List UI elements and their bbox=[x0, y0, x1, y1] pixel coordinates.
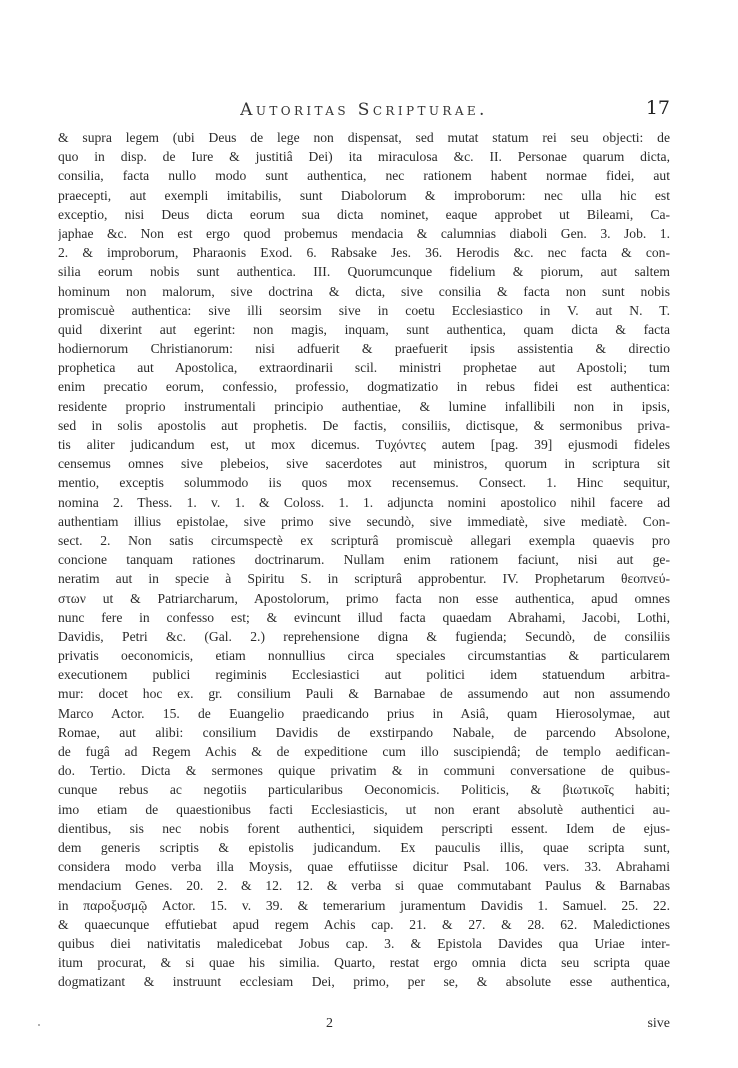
text-line: 2. & improborum, Pharaonis Exod. 6. Rabsake Jes. 36. Herodis &c. nec facta & con- bbox=[58, 245, 670, 261]
text-line: neratim aut in specie à Spiritu S. in scripturâ approbentur. IV. Prophetarum θεοπνεύ- bbox=[58, 571, 670, 587]
text-line: tis aliter judicandum est, ut mox dicemus. Τυχόντες autem [pag. 39] ejusmodi fideles bbox=[58, 437, 670, 452]
text-line: authentiam illius epistolae, sive primo sive secundò, sive immediatè, sive mediatè. Con- bbox=[58, 513, 670, 529]
text-line: quo in disp. de Iure & justitiâ Dei) ita miraculosa &c. II. Personae quarum dicta, bbox=[58, 149, 670, 165]
text-line: consilia, facta nullo modo sunt authentica, nec rationem habent normae fidei, aut bbox=[58, 168, 670, 184]
text-line: enim precatio eorum, confessio, professio, dogmatizatio in rebus fidei est authentica: bbox=[58, 379, 670, 395]
text-line: dientibus, sis nec nobis forent authentici, siquidem perscripti essent. Idem de ejus- bbox=[58, 820, 670, 836]
text-line: residente proprio instrumentali principio authentiae, & lumine infallibili non in ipsis, bbox=[58, 398, 670, 414]
text-line: sect. 2. Non satis circumspectè ex scripturâ promiscuè allegari exempla quaevis pro bbox=[58, 532, 670, 548]
body-text bbox=[58, 128, 670, 991]
text-line: mendacium Genes. 20. 2. & 12. 12. & verba si quae commutabant Paulus & Barnabas bbox=[58, 878, 670, 894]
text-line: Davidis, Petri &c. (Gal. 2.) reprehensione digna & fugienda; Secundò, de consiliis bbox=[58, 628, 670, 644]
page-number: 17 bbox=[645, 97, 670, 119]
text-line: privatis oeconomicis, etiam nonnullius circa speciales circumstantias & particularem bbox=[58, 648, 670, 664]
text-line: considera modo verba illa Moysis, quae effutiisse dicitur Psal. 106. vers. 33. Abrahami bbox=[58, 859, 670, 875]
catchword: sive bbox=[647, 1016, 670, 1031]
text-line: στων ut & Patriarcharum, Apostolorum, primo facta non esse authentica, apud omnes bbox=[58, 590, 670, 606]
text-line: sed in solis apostolis aut prophetis. De factis, consiliis, dictisque, & sermonibus priva- bbox=[58, 417, 670, 433]
text-line: & quaecunque effutiebat apud regem Achis cap. 21. & 27. & 28. 62. Maledictiones bbox=[58, 916, 670, 932]
text-line: quibus diei nativitatis maledicebat Jobus cap. 3. & Epistola Davides qua Uriae inter- bbox=[58, 935, 670, 951]
running-title: Autoritas Scripturae. bbox=[240, 100, 488, 120]
text-line: nomina 2. Thess. 1. v. 1. & Coloss. 1. 1. adjuncta nomini apostolico nihil facere ad bbox=[58, 494, 670, 510]
text-line: prophetica aut Apostolica, extraordinarii scil. ministri prophetae aut Apostoli; tum bbox=[58, 360, 670, 376]
page-footer bbox=[58, 1016, 670, 1034]
text-line: hodiernorum Christianorum: nisi adfuerit & praefuerit ipsis assistentia & directio bbox=[58, 341, 670, 357]
text-line: & supra legem (ubi Deus de lege non dispensat, sed mutat statum rei seu objecti: de bbox=[58, 130, 670, 145]
text-line: itum procurat, & si quae his similia. Quarto, restat ergo omnia dicta seu scripta quae bbox=[58, 955, 670, 971]
printer-mark bbox=[38, 1024, 40, 1026]
text-line: in παροξυσμῷ Actor. 15. v. 39. & temerarium juramentum Davidis 1. Samuel. 25. 22. bbox=[58, 897, 670, 913]
text-line: mentio, exceptis solummodo iis quos mox recensemus. Consect. 1. Hinc sequitur, bbox=[58, 475, 670, 491]
text-line: dem generis scriptis & epistolis judicandum. Ex pauculis illis, quae scripta sunt, bbox=[58, 839, 670, 855]
text-line: Romae, aut alibi: consilium Davidis de exstirpando Nabale, de parcendo Absolone, bbox=[58, 724, 670, 740]
text-line: censemus omnes sive plebeios, sive sacerdotes aut ministros, quorum in scriptura sit bbox=[58, 456, 670, 472]
text-line: do. Tertio. Dicta & sermones quique privatim & in communi conversatione de quibus- bbox=[58, 763, 670, 779]
text-line: imo etiam de quaestionibus facti Ecclesiasticis, ut non erant absolutè authentici au- bbox=[58, 801, 670, 817]
text-line: promiscuè authentica: sive illi seorsim sive in coetu Ecclesiastico in V. aut N. T. bbox=[58, 302, 670, 318]
text-line: concione tanquam rationes doctrinarum. Nullam enim rationem faciunt, nisi aut ge- bbox=[58, 552, 670, 568]
text-line: praecepti, aut exempli imitabilis, sunt Diabolorum & improborum: nec ulla hic est bbox=[58, 187, 670, 203]
signature-mark: 2 bbox=[326, 1016, 333, 1031]
text-line: japhae &c. Non est ergo quod probemus mendacia & calumnias diaboli Gen. 3. Job. 1. bbox=[58, 225, 670, 241]
text-line: cunque rebus ac negotiis particularibus Oeconomicis. Politicis, & βιωτικοῖς habiti; bbox=[58, 782, 670, 798]
text-line: executionem publici regiminis Ecclesiastici aut politici idem statuendum arbitra- bbox=[58, 667, 670, 683]
text-line: silia eorum nobis sunt authentica. III. Quorumcunque fidelium & piorum, aut saltem bbox=[58, 264, 670, 280]
text-line: exceptio, nisi Deus dicta eorum sua dicta nominet, eaque approbet ut Bileami, Ca- bbox=[58, 206, 670, 222]
text-line: nunc fere in confesso est; & evincunt illud facta quaedam Abrahami, Jacobi, Lothi, bbox=[58, 609, 670, 625]
text-line: quid dixerint aut egerint: non magis, inquam, sunt authentica, quam dicta & facta bbox=[58, 321, 670, 337]
text-line: mur: docet hoc ex. gr. consilium Pauli & Barnabae de assumendo aut non assumendo bbox=[58, 686, 670, 702]
text-line: de fugâ ad Regem Achis & de expeditione cum illo suscipiendâ; de templo aedifican- bbox=[58, 744, 670, 759]
text-line: Marco Actor. 15. de Euangelio praedicando prius in Asiâ, quam Hierosolymae, aut bbox=[58, 705, 670, 721]
page-header bbox=[58, 97, 670, 124]
text-line: hominum non malorum, sive doctrina & dicta, sive consilia & facta non sunt nobis bbox=[58, 283, 670, 299]
text-line: dogmatizant & instruunt ecclesiam Dei, primo, per se, & absolute esse authentica, bbox=[58, 974, 670, 990]
